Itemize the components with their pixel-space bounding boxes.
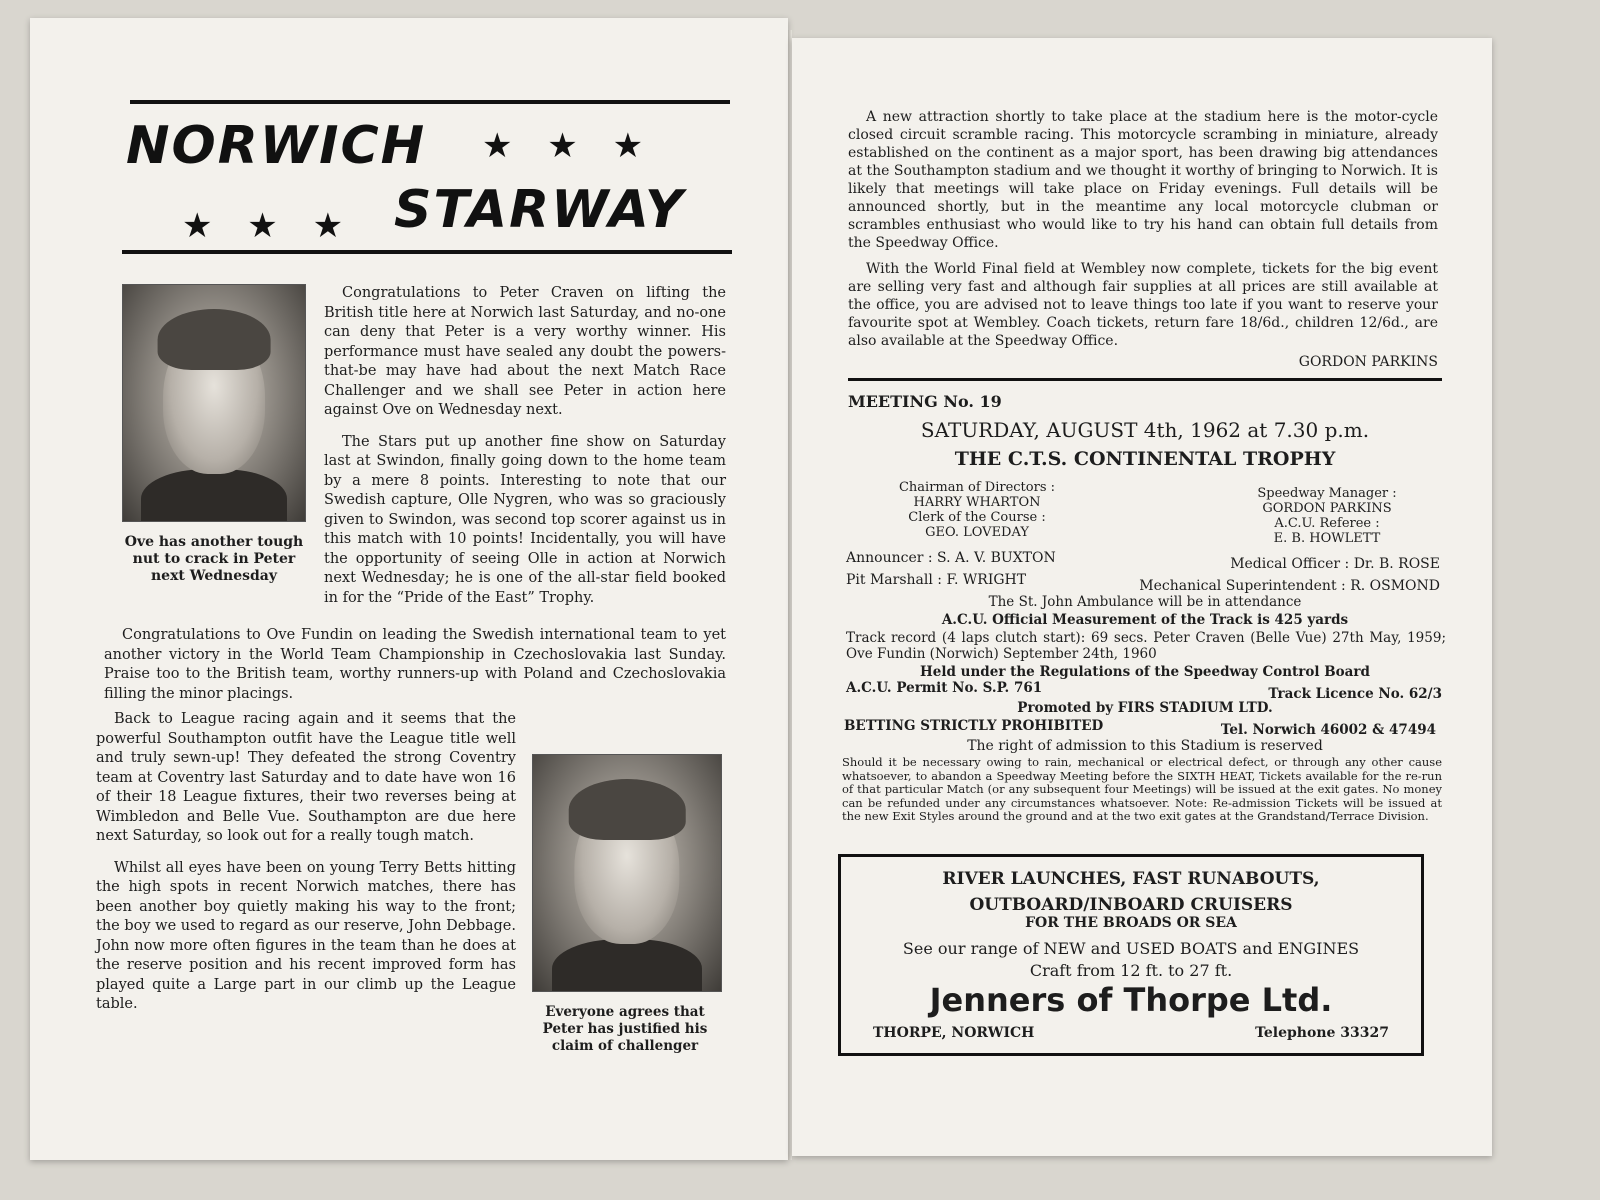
referee-label: A.C.U. Referee : [1274, 516, 1380, 531]
advert-company: Jenners of Thorpe Ltd. [929, 981, 1333, 1019]
masthead-stars-bottom: ★ ★ ★ [182, 206, 356, 246]
masthead-top-rule [130, 100, 730, 104]
chairman-label: Chairman of Directors : [898, 480, 1055, 495]
meeting-trophy: THE C.T.S. CONTINENTAL TROPHY [954, 448, 1336, 470]
terry-photo [532, 754, 722, 992]
announcer: Announcer : S. A. V. BUXTON [846, 550, 1056, 566]
article-column-bottom [96, 710, 516, 1027]
paragraph-3: Congratulations to Ove Fundin on leading the Swedish international team to yet another victory in the World Team Championship in Czechoslovakia last Sunday. Praise too to the British team, worthy runners-up with Poland and Czechoslovakia filling the minor placings. [104, 627, 726, 702]
medical-officer: Medical Officer : Dr. B. ROSE [1230, 556, 1440, 572]
intro-text [848, 108, 1438, 352]
small-print: Should it be necessary owing to rain, mechanical or electrical defect, or through any other cause whatsoever, to abandon a Speedway Meeting before the SIXTH HEAT, Tickets available for the re-run of that particular Match (or any subsequent four Meetings) will be issued at the exit gates. No money can be refunded under any circumstances whatsoever. Note: Re-admission Tickets will be issued at the new Exit Styles around the ground and at the two exit gates at the Grandstand/Terrace Division. [842, 755, 1442, 823]
betting-notice: BETTING STRICTLY PROHIBITED [844, 718, 1104, 734]
photo2-caption: Everyone agrees that Peter has justified his claim of challenger [542, 1004, 708, 1054]
photo1-caption: Ove has another tough nut to crack in Peter next Wednesday [124, 534, 304, 584]
masthead-bottom-rule [122, 250, 732, 254]
masthead-starway: STARWAY [394, 180, 685, 240]
masthead-norwich: NORWICH [126, 116, 427, 176]
track-measurement: A.C.U. Official Measurement of the Track is 425 yards [941, 612, 1349, 628]
clerk-name: GEO. LOVEDAY [925, 525, 1029, 540]
admission-notice: The right of admission to this Stadium is reserved [967, 738, 1323, 754]
advert-telephone: Telephone 33327 [1255, 1025, 1389, 1041]
mechanical-superintendent: Mechanical Superintendent : R. OSMOND [1139, 578, 1440, 594]
intro-paragraph-1: A new attraction shortly to take place at the stadium here is the motor-cycle closed circuit scramble racing. This motorcycle scrambing in miniature, already established on the continent as a major sport, has been drawing big attendances at the Southampton stadium and we thought it worthy of bringing to Norwich. It is likely that meetings will take place on Friday evenings. Full details will be announced shortly, but in the meantime any local motorcycle clubman or scrambles enthusiast who would like to try his hand can obtain full details from the Speedway Office. [848, 109, 1438, 251]
track-record: Track record (4 laps clutch start): 69 secs. Peter Craven (Belle Vue) 27th May, 1959; Ove Fundin (Norwich) September 24th, 1960 [846, 630, 1446, 662]
section-rule [848, 378, 1442, 381]
advert-box [838, 854, 1424, 1056]
chairman-name: HARRY WHARTON [913, 495, 1041, 510]
advert-line-1: RIVER LAUNCHES, FAST RUNABOUTS, [942, 869, 1320, 889]
promoted-by: Promoted by FIRS STADIUM LTD. [1017, 700, 1273, 716]
advert-line-2: OUTBOARD/INBOARD CRUISERS [969, 895, 1293, 915]
advert-line-5: Craft from 12 ft. to 27 ft. [1029, 961, 1233, 980]
referee-name: E. B. HOWLETT [1273, 531, 1381, 546]
intro-paragraph-2: With the World Final field at Wembley now complete, tickets for the big event are selling very fast and although fair supplies at all prices are still available at the office, you are advised not to leave things too late if you want to reserve your favourite spot at Wembley. Coach tickets, return fare 18/6d., children 12/6d., are also available at the Speedway Office. [848, 261, 1438, 349]
paragraph-5: Whilst all eyes have been on young Terry Betts hitting the high spots in recent Norwich matches, there has been another boy quietly making his way to the front; the boy we used to regard as our reserve, John Debbage. John now more often figures in the team than he does at the reserve position and his recent improved form has played quite a Large part in our climb up the League table. [96, 859, 516, 1012]
advert-address: THORPE, NORWICH [873, 1025, 1035, 1041]
peter-craven-photo [122, 284, 306, 522]
masthead-stars-top: ★ ★ ★ [482, 126, 656, 166]
meeting-number: MEETING No. 19 [848, 392, 1002, 411]
telephone-numbers: Tel. Norwich 46002 & 47494 [1220, 722, 1436, 738]
clerk-label: Clerk of the Course : [908, 510, 1046, 525]
paragraph-1: Congratulations to Peter Craven on lifting the British title here at Norwich last Saturday, and no-one can deny that Peter is a very worthy winner. His performance must have sealed any doubt the powers-that-be may have had about the next Match Race Challenger and we shall see Peter in action here against Ove on Wednesday next. [324, 285, 726, 418]
paragraph-2: The Stars put up another fine show on Saturday last at Swindon, finally going down to the home team by a mere 8 points. Interesting to note that our Swedish capture, Olle Nygren, who was so graciously given to Swindon, was second top scorer against us in this match with 10 points! Incidentally, you will have the opportunity of seeing Olle in action at Norwich next Wednesday; he is one of the all-star field booked in for the “Pride of the East” Trophy. [324, 433, 726, 606]
speedway-manager-name: GORDON PARKINS [1262, 501, 1392, 516]
left-page [30, 18, 788, 1160]
paragraph-4: Back to League racing again and it seems that the powerful Southampton outfit have the League title well and truly sewn-up! They defeated the strong Coventry team at Coventry last Saturday and to date have won 16 of their 18 League fixtures, their two reverses being at Wimbledon and Belle Vue. Southampton are due here next Saturday, so look out for a really tough match. [96, 711, 516, 844]
article-column-full [104, 626, 726, 716]
meeting-date: SATURDAY, AUGUST 4th, 1962 at 7.30 p.m. [920, 418, 1370, 442]
chairman-block [862, 480, 1092, 540]
acu-permit: A.C.U. Permit No. S.P. 761 [846, 680, 1043, 696]
advert-line-3: FOR THE BROADS OR SEA [1025, 915, 1237, 931]
signature: GORDON PARKINS [1298, 354, 1438, 370]
pit-marshall: Pit Marshall : F. WRIGHT [846, 572, 1027, 588]
regulations: Held under the Regulations of the Speedway Control Board [920, 664, 1370, 680]
track-licence: Track Licence No. 62/3 [1268, 686, 1442, 702]
ambulance-note: The St. John Ambulance will be in attendance [988, 594, 1302, 610]
speedway-manager-label: Speedway Manager : [1257, 486, 1397, 501]
advert-line-4: See our range of NEW and USED BOATS and ENGINES [902, 939, 1360, 958]
article-column-top [324, 284, 726, 608]
manager-block [1202, 486, 1452, 546]
right-page [792, 38, 1492, 1156]
